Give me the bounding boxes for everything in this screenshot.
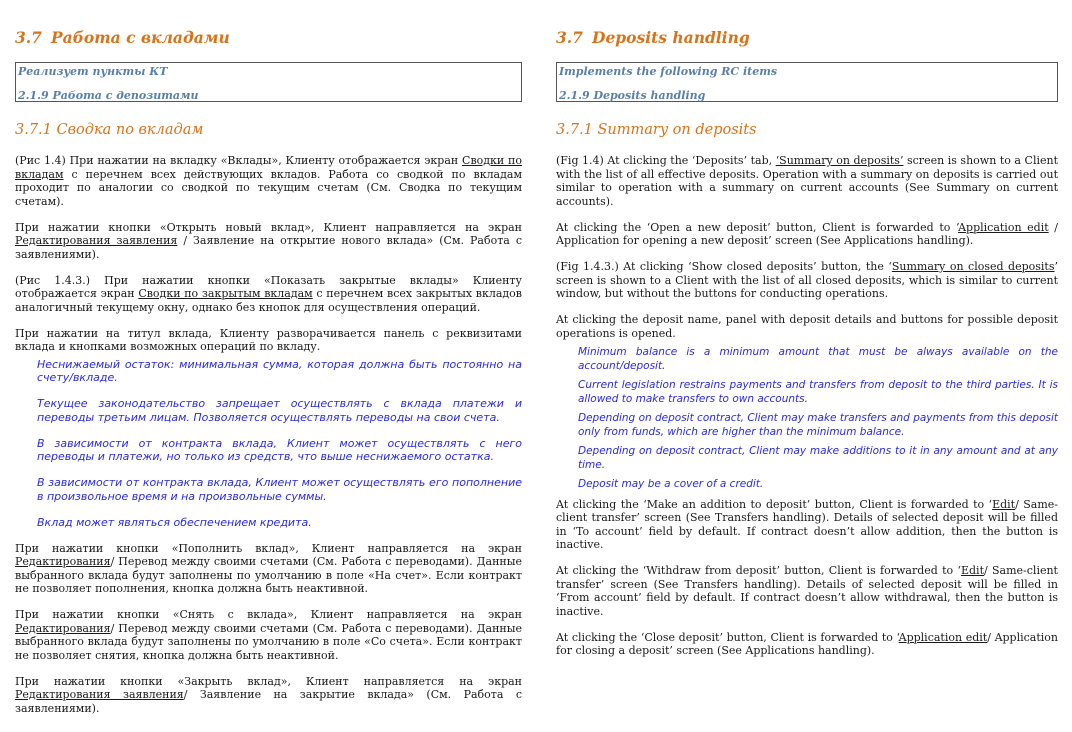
note-item: Текущее законодательство запрещает осуществлять с вклада платежи и переводы третьим лицам. Позволяется осуществлять переводы на свои счета. <box>37 397 522 424</box>
paragraph-5: При нажатии кнопки «Пополнить вклад», Клиент направляется на экран Редактирования/ Перевод между своими счетами (См. Работа с переводами). Данные выбранного вклада будут заполнены по умолчанию в поле «На счет». Если контракт не позволяет пополнения, кнопка должна быть неактивной. <box>15 541 522 595</box>
note-item: Неснижаемый остаток: минимальная сумма, которая должна быть постоянно на счету/вкладе. <box>37 357 522 384</box>
closed-summary-link[interactable]: Summary on closed deposits <box>891 260 1055 273</box>
section-body <box>15 154 522 728</box>
section-title: Deposits handling <box>592 28 750 47</box>
application-edit-link[interactable]: Редактирования заявления <box>15 234 178 247</box>
requirements-item: 2.1.9 Deposits handling <box>559 89 706 102</box>
note-item: Deposit may be a cover of a credit. <box>578 478 764 490</box>
paragraph-6: At clicking the ‘Withdraw from deposit’ button, Client is forwarded to ‘Edit/ Same-client transfer’ screen (See Transfers handling). Details of selected deposit will be filled in ‘From account’ field by default. If contract doesn’t allow withdrawal, then the button is inactive. <box>556 564 1058 618</box>
note-item: Minimum balance is a minimum amount that must be always available on the account/deposit. <box>578 346 1058 372</box>
paragraph-7: At clicking the ‘Close deposit’ button, Client is forwarded to ‘Application edit/ Application for closing a deposit’ screen (See Applications handling). <box>556 630 1058 657</box>
edit-link[interactable]: Edit <box>960 564 984 577</box>
paragraph-1: (Fig 1.4) At clicking the ‘Deposits’ tab, ‘Summary on deposits’ screen is shown to a Client with the list of all effective deposits. Operation with a summary on deposits is carried out similar to operation with a summary on current accounts (See Summary on current accounts). <box>556 154 1058 208</box>
summary-link[interactable]: ‘Summary on deposits’ <box>775 154 904 167</box>
note-item: Current legislation restrains payments and transfers from deposit to the third parties. It is allowed to make transfers to own accounts. <box>578 379 1058 405</box>
section-heading <box>556 28 750 47</box>
note-item: Вклад может являться обеспечением кредита. <box>37 515 312 529</box>
requirements-box <box>556 62 1058 102</box>
requirements-caption: Реализует пункты КТ <box>18 65 168 78</box>
note-item: Depending on deposit contract, Client may make transfers and payments from this deposit only from funds, which are higher than the minimum balance. <box>578 412 1058 438</box>
paragraph-3: (Рис 1.4.3.) При нажатии кнопки «Показать закрытые вклады» Клиенту отображается экран Сводки по закрытым вкладам с перечнем всех закрытых вкладов аналогичный текущему окну, однако без кнопок для осуществления операций. <box>15 273 522 314</box>
edit-link[interactable]: Редактирования <box>15 555 111 568</box>
paragraph-4: При нажатии на титул вклада, Клиенту разворачивается панель с реквизитами вклада и кнопками возможных операций по вкладу. <box>15 326 522 353</box>
note-item: В зависимости от контракта вклада, Клиент может осуществлять с него переводы и платежи, но только из средств, что выше неснижаемого остатка. <box>37 436 522 463</box>
paragraph-2: При нажатии кнопки «Открыть новый вклад», Клиент направляется на экран Редактирования заявления / Заявление на открытие нового вклада» (См. Работа с заявлениями). <box>15 220 523 261</box>
paragraph-5: At clicking the ‘Make an addition to deposit’ button, Client is forwarded to ‘Edit/ Same-client transfer’ screen (See Transfers handling). Details of selected deposit will be filled in ‘To account’ field by default. If contract doesn’t allow addition, then the button is inactive. <box>556 497 1058 551</box>
closed-summary-link[interactable]: Сводки по закрытым вкладам <box>138 287 313 300</box>
subsection-heading: 3.7.1 Сводка по вкладам <box>15 122 204 138</box>
requirements-item: 2.1.9 Работа с депозитами <box>18 89 199 102</box>
requirements-box <box>15 62 522 102</box>
application-edit-link[interactable]: Application edit <box>958 220 1049 234</box>
note-item: В зависимости от контракта вклада, Клиент может осуществлять его пополнение в произвольное время и на произвольные суммы. <box>37 476 522 503</box>
notes-list <box>578 346 1058 492</box>
paragraph-3: (Fig 1.4.3.) At clicking ‘Show closed deposits’ button, the ‘Summary on closed deposits’ screen is shown to a Client with the list of all closed deposits, which is similar to current window, but without the buttons for conducting operations. <box>556 260 1058 300</box>
section-heading <box>15 28 230 47</box>
summary-link[interactable]: Сводки по вкладам <box>15 154 523 181</box>
application-edit-link[interactable]: Application edit <box>898 630 988 644</box>
section-body <box>556 154 1058 670</box>
subsection-heading: 3.7.1 Summary on deposits <box>556 122 757 138</box>
section-number: 3.7 <box>556 28 583 47</box>
paragraph-1: (Рис 1.4) При нажатии на вкладку «Вклады», Клиенту отображается экран Сводки по вкладам с перечнем всех действующих вкладов. Работа со сводкой по вкладам проходит по аналогии со сводкой по текущим счетам (См. Сводка по текущим счетам). <box>15 154 523 208</box>
note-item: Depending on deposit contract, Client may make additions to it in any amount and at any time. <box>578 445 1058 471</box>
notes-list <box>37 358 522 530</box>
edit-link[interactable]: Edit <box>992 497 1016 511</box>
paragraph-2: At clicking the ‘Open a new deposit’ button, Client is forwarded to ‘Application edit / Application for opening a new deposit’ screen (See Applications handling). <box>556 220 1058 247</box>
edit-link[interactable]: Редактирования <box>15 621 111 635</box>
requirements-caption: Implements the following RC items <box>559 65 778 78</box>
section-number: 3.7 <box>15 28 42 47</box>
paragraph-7: При нажатии кнопки «Закрыть вклад», Клиент направляется на экран Редактирования заявления/ Заявление на закрытие вклада» (См. Работа с заявлениями). <box>15 674 522 715</box>
section-title: Работа с вкладами <box>51 28 230 47</box>
application-edit-link[interactable]: Редактирования заявления <box>15 688 184 701</box>
paragraph-6: При нажатии кнопки «Снять с вклада», Клиент направляется на экран Редактирования/ Перевод между своими счетами (См. Работа с переводами). Данные выбранного вклада будут заполнены по умолчанию в поле «Со счета». Если контракт не позволяет снятия, кнопка должна быть неактивной. <box>15 608 522 662</box>
paragraph-4: At clicking the deposit name, panel with deposit details and buttons for possible deposit operations is opened. <box>556 313 1058 340</box>
